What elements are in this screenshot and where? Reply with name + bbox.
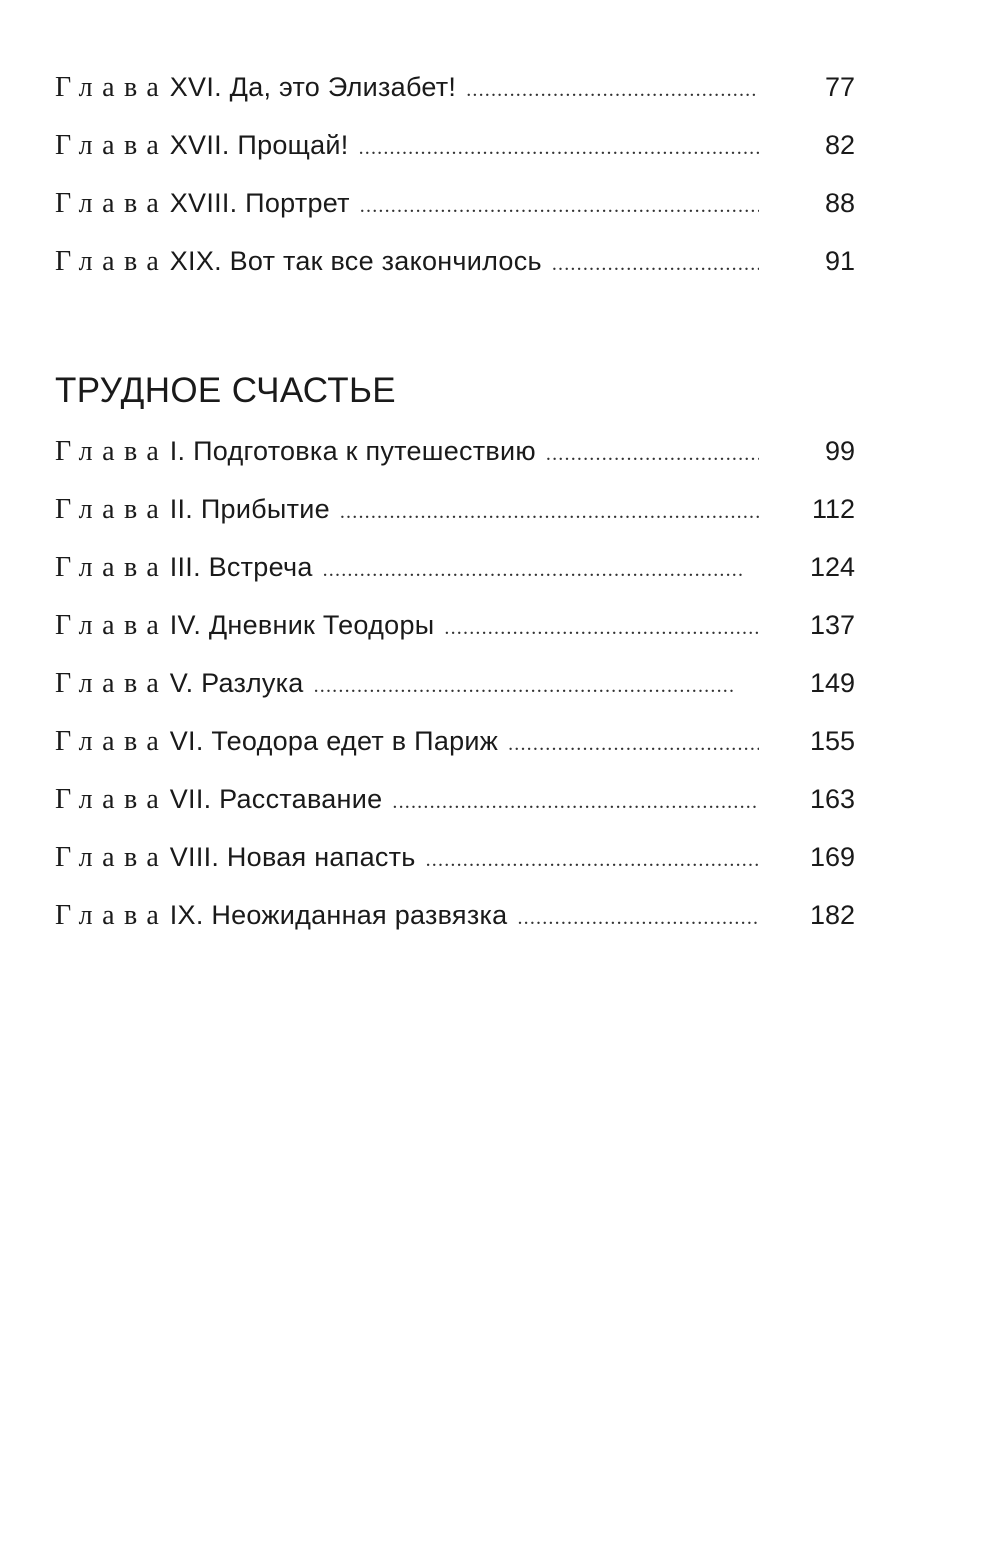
- toc-entry-page: 137: [809, 610, 855, 640]
- toc-entry: [55, 784, 855, 842]
- toc-entry: [55, 130, 855, 188]
- toc-entry-page: 91: [824, 246, 855, 276]
- toc-entry-title: XIX. Вот так все закончилось: [169, 246, 542, 276]
- toc-entry-chapter-word: Глава: [55, 552, 169, 583]
- toc-leader-dots: [466, 79, 759, 102]
- toc-leader-dots: [340, 501, 759, 524]
- toc-leader-dots: [517, 907, 759, 930]
- toc-entry-chapter-word: Глава: [55, 668, 169, 699]
- toc-entry-chapter-word: Глава: [55, 188, 169, 219]
- toc-entry: [55, 842, 855, 900]
- toc-entry: [55, 610, 855, 668]
- toc-entry-chapter-word: Глава: [55, 726, 169, 757]
- toc-entry-title: IV. Дневник Теодоры: [169, 610, 435, 640]
- toc-entry-page: 182: [809, 900, 855, 930]
- toc-entry-chapter-word: Глава: [55, 246, 169, 277]
- toc-entry-page: 155: [809, 726, 855, 756]
- toc-entry-page: 124: [809, 552, 855, 582]
- toc-leader-dots: [314, 675, 734, 698]
- toc-entry-title: XVIII. Портрет: [169, 188, 350, 218]
- toc-entry-title: IX. Неожиданная развязка: [169, 900, 508, 930]
- toc-entry-chapter-word: Глава: [55, 610, 169, 641]
- toc-continued-list: [55, 72, 855, 304]
- toc-entry-page: 112: [811, 494, 855, 524]
- toc-entry: [55, 72, 855, 130]
- toc-entry-page: 149: [809, 668, 855, 698]
- toc-entry-chapter-word: Глава: [55, 494, 169, 525]
- toc-entry: [55, 494, 855, 552]
- toc-entry-title: VI. Теодора едет в Париж: [169, 726, 499, 756]
- toc-entry-page: 163: [809, 784, 855, 814]
- toc-entry-page: 77: [824, 72, 855, 102]
- toc-leader-dots: [323, 559, 743, 582]
- toc-entry: [55, 552, 855, 610]
- toc-entry-title: I. Подготовка к путешествию: [169, 436, 536, 466]
- toc-entry-page: 169: [809, 842, 855, 872]
- toc-section: [55, 368, 855, 958]
- toc-entry: [55, 668, 855, 726]
- toc-entry-page: 82: [824, 130, 855, 160]
- toc-entry-page: 99: [824, 436, 855, 466]
- toc-leader-dots: [444, 617, 759, 640]
- toc-entry-title: XVI. Да, это Элизабет!: [169, 72, 457, 102]
- toc-entry-title: V. Разлука: [169, 668, 304, 698]
- toc-leader-dots: [360, 195, 759, 218]
- toc-entry: [55, 188, 855, 246]
- toc-leader-dots: [359, 137, 760, 160]
- toc-entry: [55, 246, 855, 304]
- toc-leader-dots: [426, 849, 760, 872]
- toc-entry: [55, 726, 855, 784]
- toc-entry-page: 88: [824, 188, 855, 218]
- toc-leader-dots: [552, 253, 759, 276]
- toc-entry-chapter-word: Глава: [55, 784, 169, 815]
- toc-entry-title: VIII. Новая напасть: [169, 842, 416, 872]
- toc-entry-chapter-word: Глава: [55, 130, 169, 161]
- toc-entry-chapter-word: Глава: [55, 436, 169, 467]
- toc-entry-chapter-word: Глава: [55, 72, 169, 103]
- toc-entry-title: VII. Расставание: [169, 784, 383, 814]
- toc-leader-dots: [508, 733, 759, 756]
- section-heading: ТРУДНОЕ СЧАСТЬЕ: [55, 371, 396, 410]
- toc-entry-chapter-word: Глава: [55, 900, 169, 931]
- toc-entry-chapter-word: Глава: [55, 842, 169, 873]
- toc-entry-title: XVII. Прощай!: [169, 130, 349, 160]
- toc-leader-dots: [546, 443, 759, 466]
- toc-entry-title: III. Встреча: [169, 552, 313, 582]
- toc-entry: [55, 436, 855, 494]
- toc-entry: [55, 900, 855, 958]
- toc-entry-title: II. Прибытие: [169, 494, 330, 524]
- toc-leader-dots: [392, 791, 759, 814]
